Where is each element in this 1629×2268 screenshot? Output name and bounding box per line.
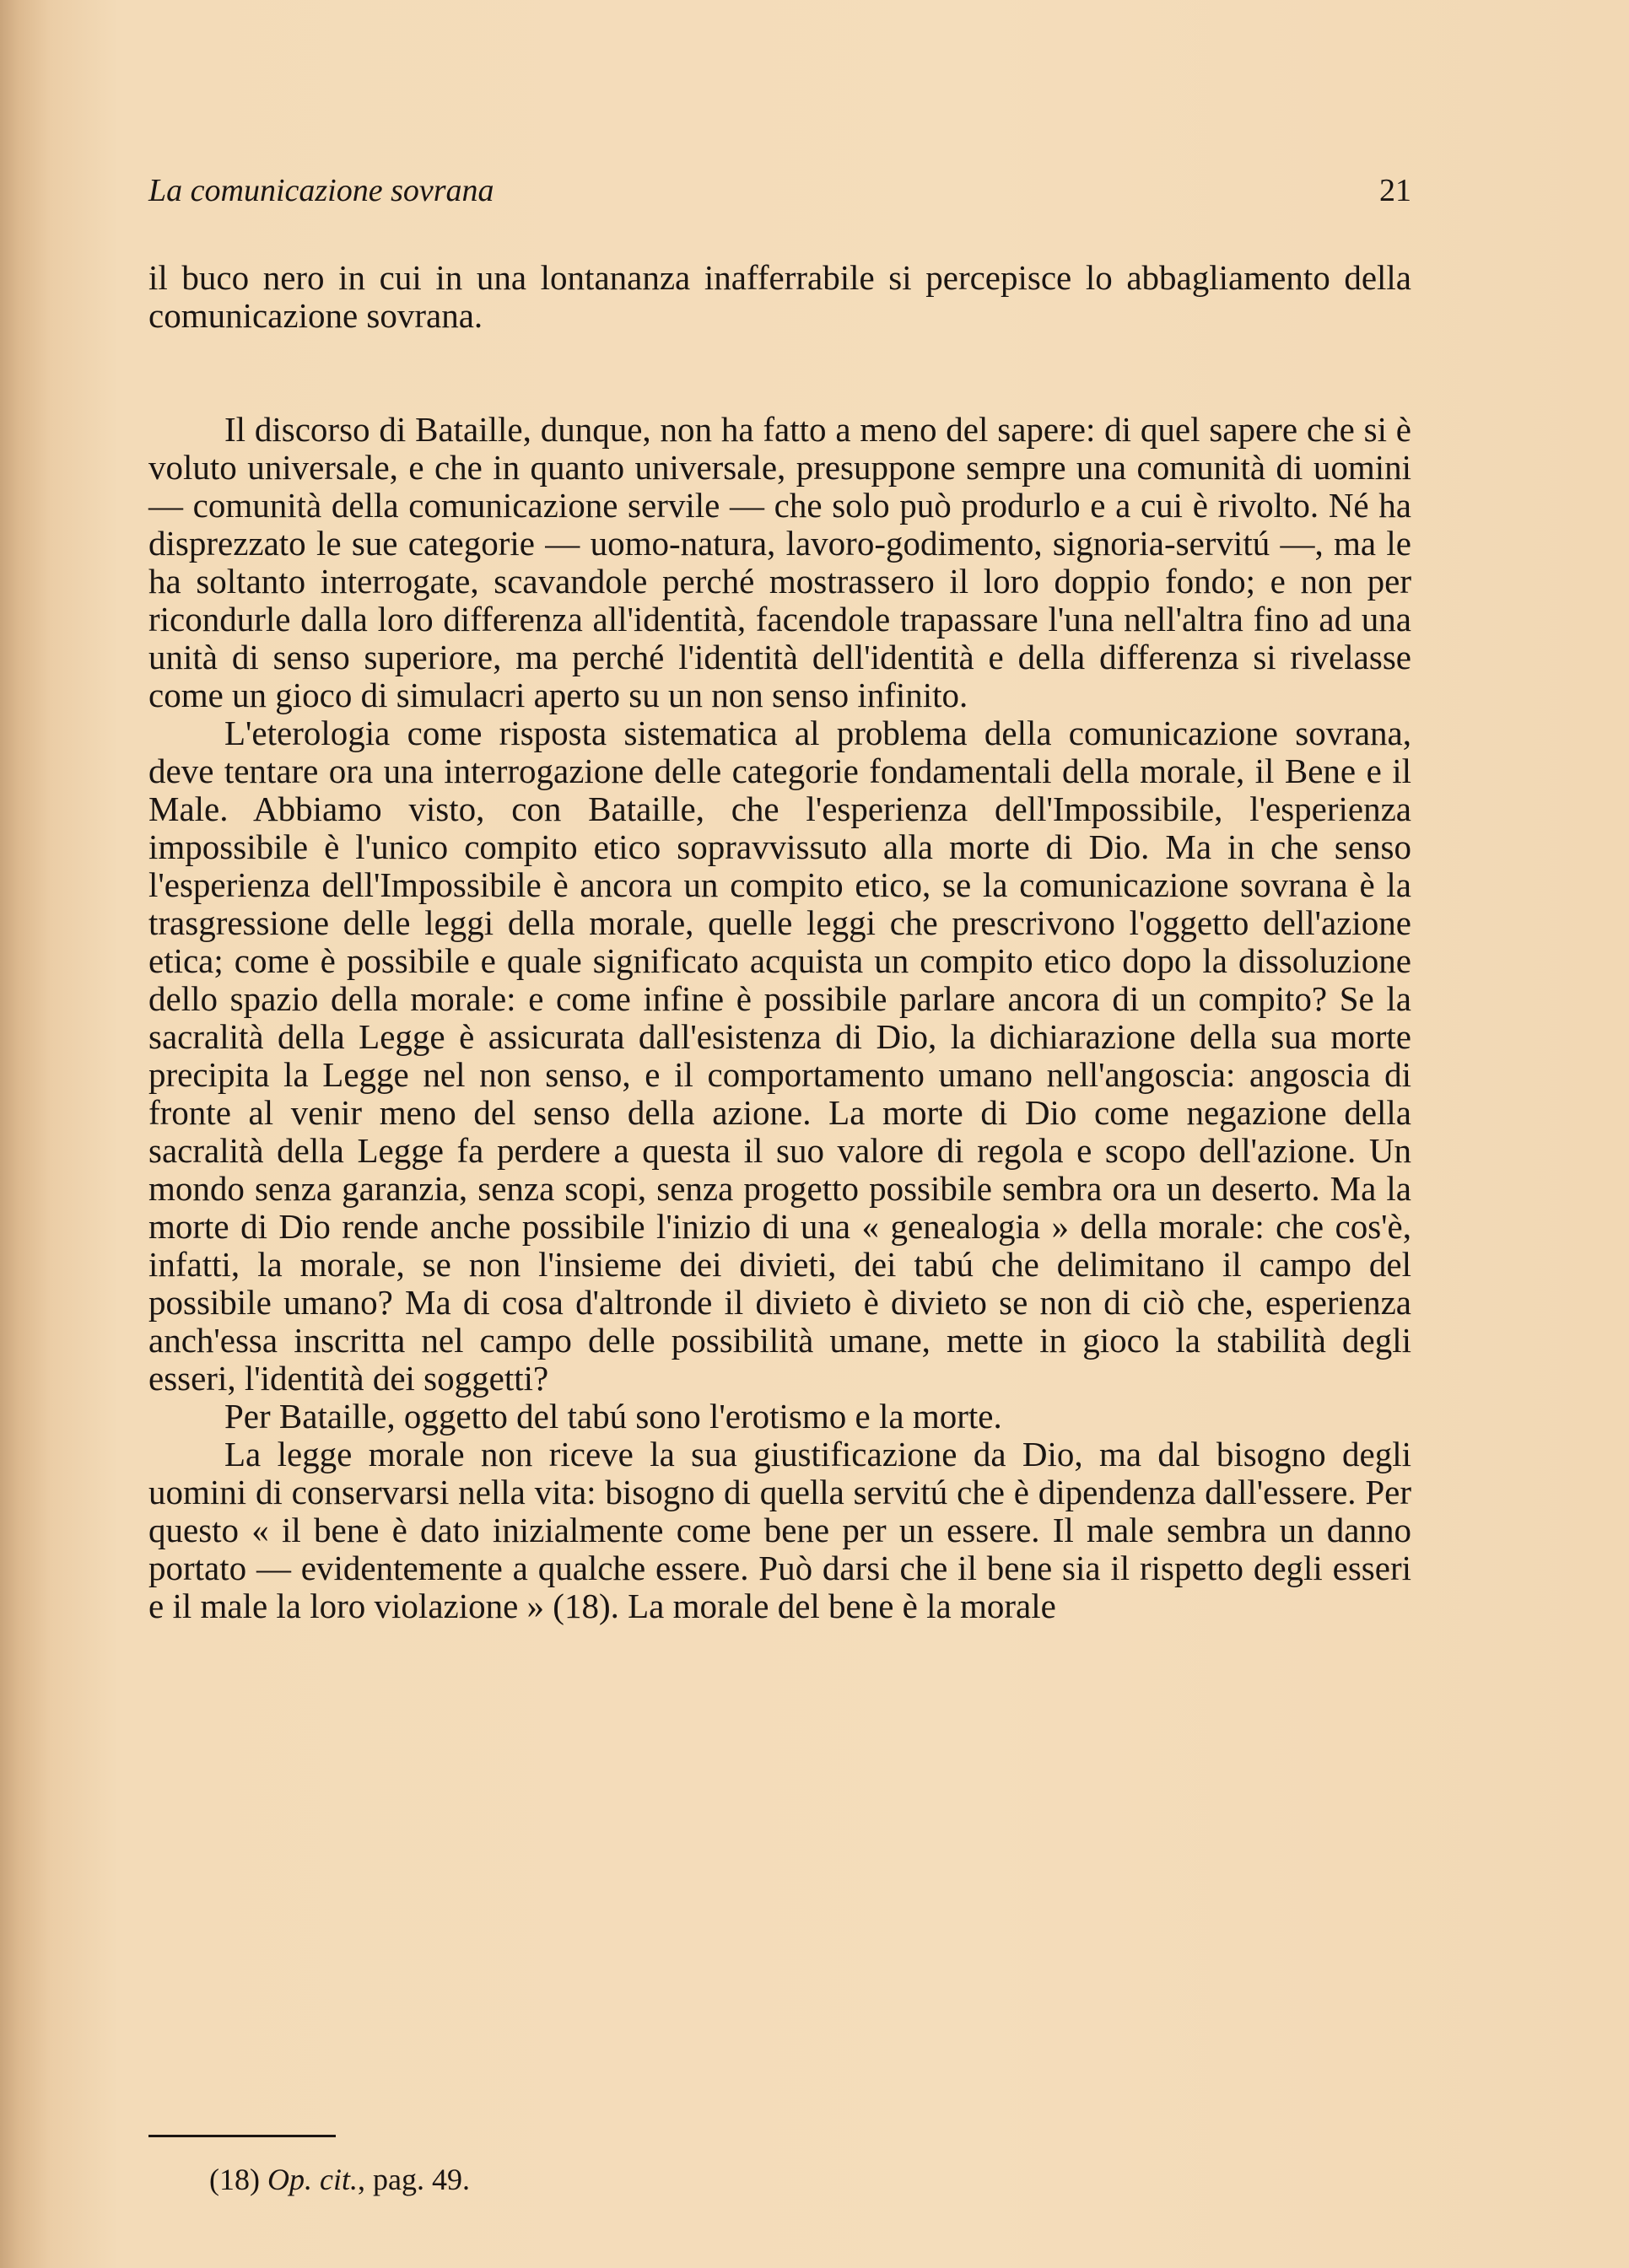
running-head	[148, 165, 1411, 216]
paragraph: La legge morale non riceve la sua giustificazione da Dio, ma dal bisogno degli uomini di conservarsi nella vita: bisogno di quella servitú che è dipendenza dall'essere. Per questo « il bene è dato inizialmente come bene per un essere. Il male sembra un danno portato — evidentemente a qualche essere. Può darsi che il bene sia il rispetto degli esseri e il male la loro violazione » (18). La morale del bene è la morale	[148, 1435, 1411, 1625]
paragraph: L'eterologia come risposta sistematica al problema della comunicazione sovrana, deve tentare ora una interrogazione delle categorie fondamentali della morale, il Bene e il Male. Abbiamo visto, con Bataille, che l'esperienza dell'Impossibile, l'esperienza impossibile è l'unico compito etico sopravvissuto alla morte di Dio. Ma in che senso l'esperienza dell'Impossibile è ancora un compito etico, se la comunicazione sovrana è la trasgressione delle leggi della morale, quelle leggi che prescrivono l'oggetto dell'azione etica; come è possibile e quale significato acquista un compito etico dopo la dissoluzione dello spazio della morale: e come infine è possibile parlare ancora di un compito? Se la sacralità della Legge è assicurata dall'esistenza di Dio, la dichiarazione della sua morte precipita la Legge nel non senso, e il comportamento umano nell'angoscia: angoscia di fronte al venir meno del senso della azione. La morte di Dio come negazione della sacralità della Legge fa perdere a questa il suo valore di regola e scopo dell'azione. Un mondo senza garanzia, senza scopi, senza progetto possibile sembra ora un deserto. Ma la morte di Dio rende anche possibile l'inizio di una « genealogia » della morale: che cos'è, infatti, la morale, se non l'insieme dei divieti, dei tabú che delimitano il campo del possibile umano? Ma di cosa d'altronde il divieto è divieto se non di ciò che, esperienza anch'essa inscritta nel campo delle possibilità umane, mette in gioco la stabilità degli esseri, l'identità dei soggetti?	[148, 714, 1411, 1398]
footnote-page: pag. 49.	[372, 2163, 470, 2196]
footnote: (18) Op. cit., pag. 49.	[209, 2163, 470, 2196]
footnote-number: (18)	[209, 2163, 260, 2196]
body-text	[148, 259, 1411, 1625]
paragraph: Per Bataille, oggetto del tabú sono l'erotismo e la morte.	[224, 1397, 1002, 1436]
footnote-citation: Op. cit.	[267, 2163, 358, 2196]
paragraph-continuation: il buco nero in cui in una lontananza inafferrabile si percepisce lo abbagliamento della comunicazione sovrana.	[148, 258, 1411, 335]
page-number: 21	[1379, 173, 1411, 208]
paragraph: Il discorso di Bataille, dunque, non ha fatto a meno del sapere: di quel sapere che si è voluto universale, e che in quanto universale, presuppone sempre una comunità di uomini — comunità della comunicazione servile — che solo può produrlo e a cui è rivolto. Né ha disprezzato le sue categorie — uomo-natura, lavoro-godimento, signoria-servitú —, ma le ha soltanto interrogate, scavandole perché mostrassero il loro doppio fondo; e non per ricondurle dalla loro differenza all'identità, facendole trapassare l'una nell'altra fino ad una unità di senso superiore, ma perché l'identità dell'identità e della differenza si rivelasse come un gioco di simulacri aperto su un non senso infinito.	[148, 410, 1411, 714]
running-title: La comunicazione sovrana	[148, 173, 494, 208]
footnote-rule	[148, 2135, 336, 2137]
